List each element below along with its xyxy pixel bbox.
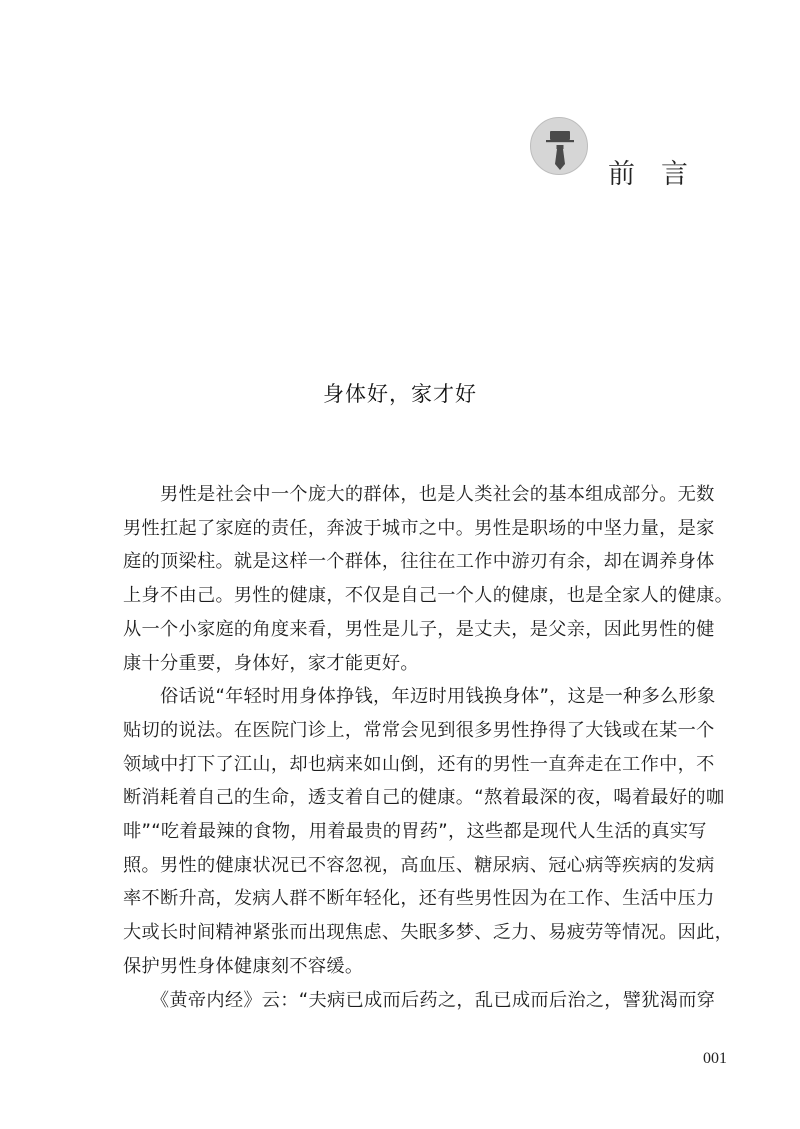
text-line: 大或长时间精神紧张而出现焦虑、失眠多梦、乏力、易疲劳等情况。因此， [123, 922, 734, 944]
text-line: 照。男性的健康状况已不容忽视，高血压、糖尿病、冠心病等疾病的发病 [123, 854, 715, 876]
body-text [123, 478, 734, 1017]
text-line: 贴切的说法。在医院门诊上，常常会见到很多男性挣得了大钱或在某一个 [123, 719, 715, 741]
page-number: 001 [703, 1050, 727, 1067]
text-line: 率不断升高，发病人群不断年轻化，还有些男性因为在工作、生活中压力 [123, 888, 715, 910]
text-line: 男性扛起了家庭的责任，奔波于城市之中。男性是职场的中坚力量，是家 [123, 517, 715, 539]
paragraph-2 [123, 680, 734, 983]
section-title: 身体好，家才好 [323, 382, 477, 406]
text-line: 男性是社会中一个庞大的群体，也是人类社会的基本组成部分。无数 [123, 484, 715, 505]
text-line: 俗话说“年轻时用身体挣钱，年迈时用钱换身体”，这是一种多么形象 [123, 686, 716, 708]
text-line: 《黄帝内经》云：“夫病已成而后药之，乱已成而后治之，譬犹渴而穿 [123, 989, 716, 1011]
text-line: 领域中打下了江山，却也病来如山倒，还有的男性一直奔走在工作中，不 [123, 753, 715, 775]
text-line: 从一个小家庭的角度来看，男性是儿子，是丈夫，是父亲，因此男性的健 [123, 618, 715, 640]
chapter-emblem [530, 117, 588, 175]
paragraph-1 [123, 478, 734, 680]
text-line: 保护男性身体健康刻不容缓。 [123, 955, 364, 977]
text-line: 断消耗着自己的生命，透支着自己的健康。“熬着最深的夜，喝着最好的咖 [123, 787, 725, 809]
text-line: 康十分重要，身体好，家才能更好。 [123, 652, 419, 674]
paragraph-3 [123, 984, 716, 1018]
text-line: 上身不由己。男性的健康，不仅是自己一个人的健康，也是全家人的健康。 [123, 585, 734, 607]
text-line: 庭的顶梁柱。就是这样一个群体，往往在工作中游刃有余，却在调养身体 [123, 551, 715, 573]
text-line: 啡”“吃着最辣的食物，用着最贵的胃药”，这些都是现代人生活的真实写 [123, 821, 707, 843]
chapter-title: 前言 [608, 159, 714, 190]
